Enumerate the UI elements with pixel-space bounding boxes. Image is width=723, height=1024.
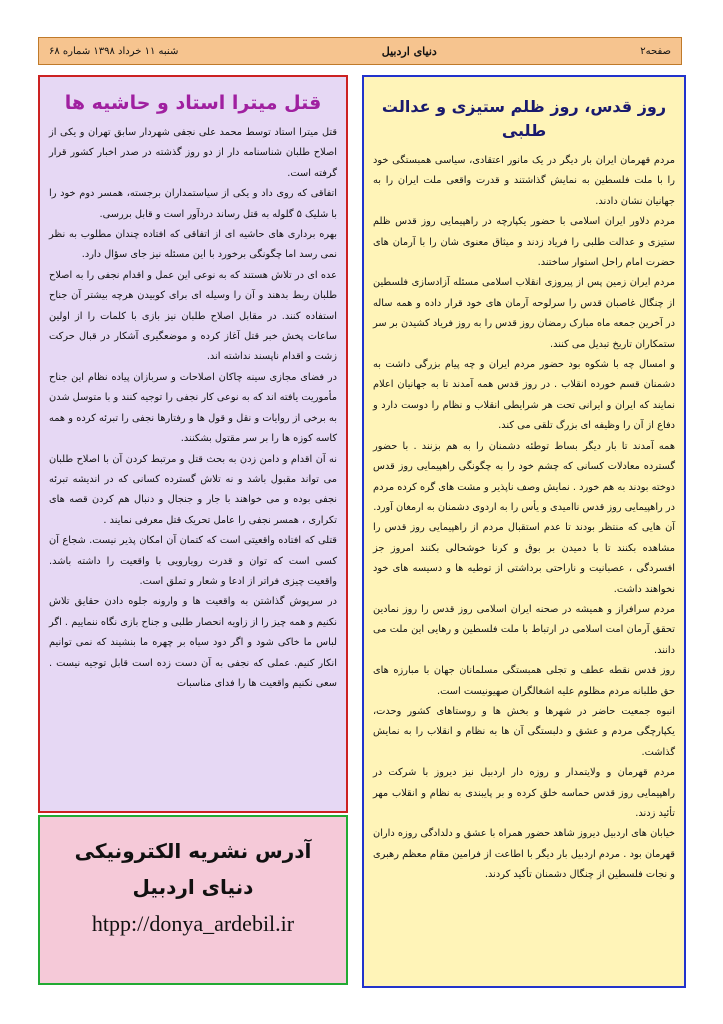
paragraph: بهره برداری های حاشیه ای از اتفاقی که افتاده چندان مطلوب به نظر نمی رسد اما چگونگی برخورد با این مسئله نیز جای سؤال دارد.: [49, 229, 337, 261]
paragraph: روز قدس نقطه عطف و تجلی همبستگی مسلمانان جهان با مبارزه های حق طلبانه مردم مظلوم علیه اشغالگران صهیونیست است.: [373, 665, 675, 697]
paragraph: آن هایی که منتظر بودند تا عدم استقبال مردم از راهپیمایی روز قدس را مشاهده بکنند تا با دمیدن بر بوق و کرنا خوشحالی بکنند امروز جز افسردگی ، عصبانیت و ناراحتی برداشتی از توطیه ها و دسیسه های خود نخواهند داشت.: [373, 522, 675, 595]
date-and-issue: شنبه ۱۱ خرداد ۱۳۹۸ شماره ۶۸: [49, 45, 179, 57]
article-body: [49, 123, 337, 694]
ad-heading: آدرس نشریه الکترونیکی: [74, 839, 312, 863]
paragraph: مردم سرافراز و همیشه در صحنه ایران اسلامی روز قدس را روز نمادین تحقق آرمان امت اسلامی در ارتباط با ملت فلسطین و رهایی این ملت می دانند.: [373, 603, 675, 656]
paragraph: مردم دلاور ایران اسلامی با حضور یکپارچه در راهپیمایی روز قدس ظلم ستیزی و عدالت طلبی را فریاد زدند و میثاق معنوی شان را با آرمان های حضرت امام راحل استوار ساختند.: [373, 216, 675, 269]
article-title: روز قدس، روز ظلم ستیزی و عدالت طلبی: [381, 97, 667, 140]
paragraph: مردم ایران زمین پس از پیروزی انقلاب اسلامی مسئله آزادسازی فلسطین از چنگال غاصبان قدس را سرلوحه آرمان های خود قرار داده و همه ساله در آخرین جمعه ماه مبارک رمضان روز قدس را به روز فریاد کشیدن بر سر ستمکاران تاریخ تبدیل می کنند.: [373, 277, 675, 350]
paragraph: خیابان های اردبیل دیروز شاهد حضور همراه با عشق و دلدادگی روزه داران قهرمان بود . مردم اردبیل بار دیگر با اطاعت از فرامین مقام معظم رهبری و نجات فلسطین از چنگال دشمنان تأکید کردند.: [373, 828, 675, 881]
quds-day-article: [362, 75, 686, 988]
article-title: قتل میترا استاد و حاشیه ها: [64, 92, 322, 114]
paragraph: مردم قهرمان و ولایتمدار و روزه دار اردبیل نیز دیروز با شرکت در راهپیمایی روز قدس حماسه خلق کرده و بر پایبندی به نظام و انقلاب مهر تأئید زدند.: [373, 767, 675, 819]
paragraph: نه آن اقدام و دامن زدن به بحث قتل و مرتبط کردن آن با اصلاح طلبان می تواند مقبول باشد و نه تلاش گسترده کسانی که در اندیشه تبرئه نجفی بوده و می خواهند با جار و جنجال و دنبال هم کردن قصه های تکراری ، همسر نجفی را عامل تحریک قتل معرفی نمایند .: [49, 453, 337, 526]
ad-paper-name: دنیای اردبیل: [132, 875, 254, 899]
website-address-box: [38, 815, 348, 985]
page-number: صفحه۲: [640, 45, 671, 57]
paragraph: قتلی که افتاده واقعیتی است که کتمان آن امکان پذیر نیست. شجاع آن کسی است که توان و قدرت رویارویی با واقعیت را داشته باشد. واقعیت چیزی فراتر از ادعا و شعار و تملق است.: [49, 535, 337, 587]
paragraph: و امسال چه با شکوه بود حضور مردم ایران و چه پیام بزرگی داشت به دشمنان قسم خورده انقلاب . در روز قدس همه آمدند تا به جهانیان اعلام نمایند که ایران و ایرانی تحت هر شرایطی انقلاب و نظام را دوست دارد و دفاع از آن را وظیفه ای بزرگ تلقی می کند.: [373, 359, 675, 432]
page-header: [38, 37, 682, 65]
website-url[interactable]: htpp://donya_ardebil.ir: [91, 911, 295, 936]
mitra-ostad-article: [38, 75, 348, 813]
article-body: [373, 151, 675, 886]
paragraph: قتل میترا استاد توسط محمد علی نجفی شهردار سابق تهران و یکی از اصلاح طلبان شناسنامه دار از دو روز گذشته در صدر اخبار کشور قرار گرفته است.: [49, 127, 337, 179]
paragraph: عده ای در تلاش هستند که به نوعی این عمل و اقدام نجفی را به اصلاح طلبان ربط بدهند و آن را وسیله ای برای کوبیدن هرچه بیشتر آن جناح استفاده کنند. در مقابل اصلاح طلبان نیز بازی با کلمات را از اولین ساعات پخش خبر قتل آغاز کرده و موضعگیری آشکار در قبال حرکت زشت و اقدام ناپسند نداشته اند.: [49, 269, 337, 363]
paragraph: مردم قهرمان ایران بار دیگر در یک مانور اعتقادی، سیاسی همبستگی خود را با ملت فلسطین به نمایش گذاشتند و قدرت واقعی ملت ایران را به جهانیان نشان دادند.: [373, 155, 675, 207]
paragraph: همه آمدند تا بار دیگر بساط توطئه دشمنان را به هم بزنند . با حضور گسترده معادلات کسانی که چشم خود را به چگونگی راهپیمایی روز قدس دوخته بودند به هم خورد . نمایش وصف ناپذیر و مشت های گره کرده مردم در راهپیمایی روز قدس ناامیدی و یأس را به اردوی دشمنان به ارمغان آورد.: [373, 440, 675, 513]
newspaper-name: دنیای اردبیل: [381, 44, 437, 58]
paragraph: در سرپوش گذاشتن به واقعیت ها و وارونه جلوه دادن حقایق تلاش نکنیم و همه چیز را از زاویه انحصار طلبی و جناح بازی نگاه ننماییم . اگر لباس ما خاکی شود و اگر دود سیاه بر چهره ما بنشیند که نمی توانیم انکار کنیم. عملی که نجفی به آن دست زده است قابل توجیه نیست . سعی نکنیم واقعیت ها را فدای مناسبات: [49, 596, 337, 689]
paragraph: انبوه جمعیت حاضر در شهرها و بخش ها و روستاهای کشور وحدت، یکپارچگی مردم و عشق و دلبستگی آن ها به نظام و انقلاب را به نمایش گذاشت.: [373, 705, 675, 758]
paragraph: در فضای مجازی سینه چاکان اصلاحات و سربازان پیاده نظام این جناح مأموریت یافته اند که به نوعی کار نجفی را توجیه کنند و با متوسل شدن به برخی از روایات و نقل و قول ها و رفتارها نجفی را تبرئه کرده و همه کاسه کوزه ها را بر سر مقتول بشکنند.: [49, 371, 337, 445]
paragraph: اتفاقی که روی داد و یکی از سیاستمداران برجسته، همسر دوم خود را با شلیک ۵ گلوله به قتل رساند دردآور است و قابل بررسی.: [49, 188, 337, 220]
